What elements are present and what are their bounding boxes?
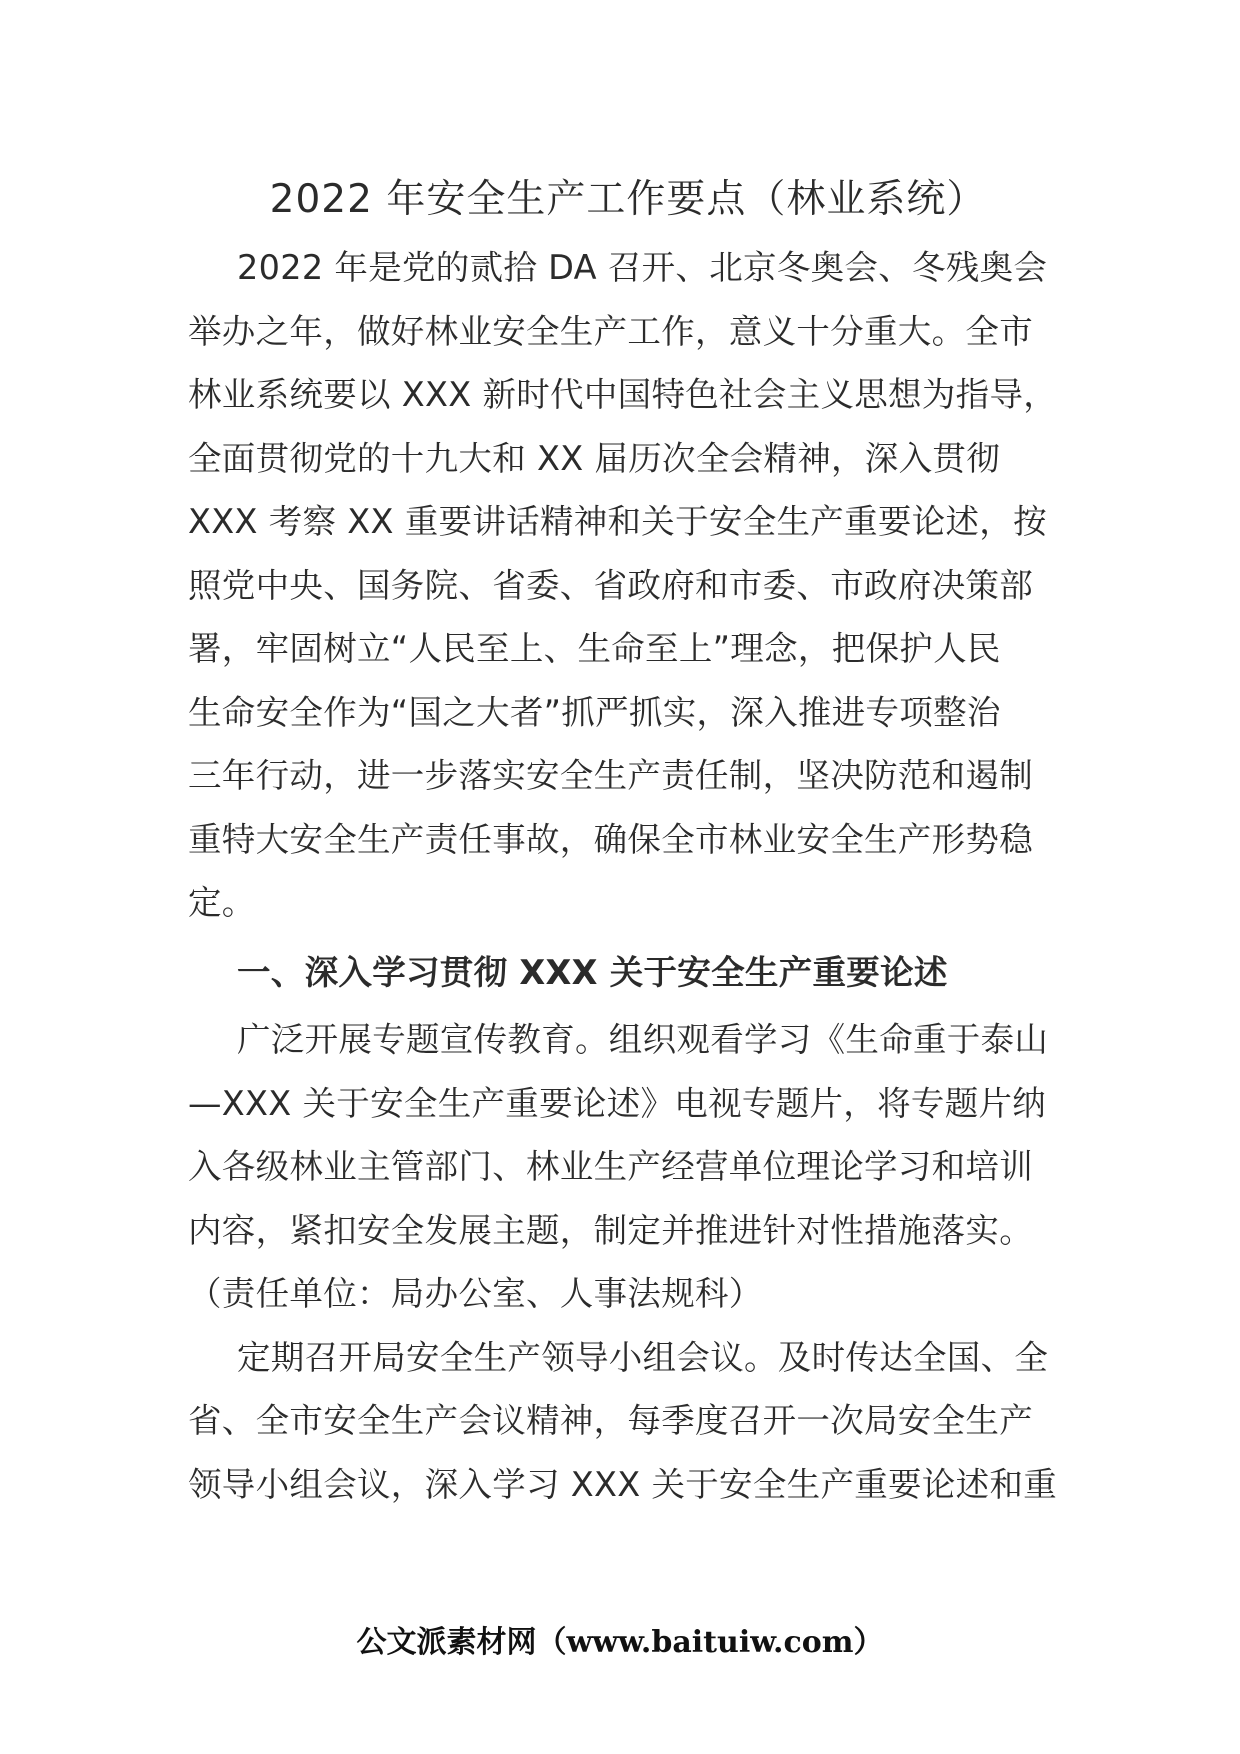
- intro-line: 2022 年是党的贰拾 DA 召开、北京冬奥会、冬残奥会: [237, 248, 1048, 287]
- intro-paragraph: [188, 236, 1056, 935]
- intro-line: XXX 考察 XX 重要讲话精神和关于安全生产重要论述，按: [188, 502, 1047, 541]
- paragraph-line: —XXX 关于安全生产重要论述》电视专题片，将专题片纳: [188, 1083, 1047, 1123]
- intro-line: 林业系统要以 XXX 新时代中国特色社会主义思想为指导，: [188, 375, 1058, 414]
- section-heading: 一、深入学习贯彻 XXX 关于安全生产重要论述: [237, 952, 948, 992]
- intro-line: 定。: [188, 883, 256, 922]
- intro-line: 署，牢固树立“人民至上、生命至上”理念，把保护人民: [188, 629, 1001, 668]
- footer-watermark-text: 公文派素材网（www.baituiw.com）: [356, 1625, 884, 1660]
- intro-line: 重特大安全生产责任事故，确保全市林业安全生产形势稳: [188, 819, 1033, 859]
- paragraph-line: 定期召开局安全生产领导小组会议。及时传达全国、全: [237, 1337, 1049, 1377]
- paragraph-line: 省、全市安全生产会议精神，每季度召开一次局安全生产: [188, 1401, 1033, 1440]
- paragraph-publicity-education: [188, 1008, 1056, 1326]
- document-body: [188, 236, 1056, 1516]
- paragraph-leadership-meetings: [188, 1326, 1056, 1517]
- intro-line: 全面贯彻党的十九大和 XX 届历次全会精神，深入贯彻: [188, 438, 1000, 478]
- intro-line: 举办之年，做好林业安全生产工作，意义十分重大。全市: [188, 311, 1033, 351]
- responsible-unit-line: （责任单位：局办公室、人事法规科）: [188, 1274, 763, 1313]
- paragraph-line: 广泛开展专题宣传教育。组织观看学习《生命重于泰山: [237, 1020, 1049, 1059]
- document-title: 2022 年安全生产工作要点（林业系统）: [269, 177, 987, 222]
- paragraph-line: 领导小组会议，深入学习 XXX 关于安全生产重要论述和重: [188, 1464, 1058, 1504]
- intro-line: 三年行动，进一步落实安全生产责任制，坚决防范和遏制: [188, 756, 1033, 795]
- intro-line: 生命安全作为“国之大者”抓严抓实，深入推进专项整治: [188, 692, 1001, 732]
- paragraph-line: 内容，紧扣安全发展主题，制定并推进针对性措施落实。: [188, 1210, 1033, 1250]
- paragraph-line: 入各级林业主管部门、林业生产经营单位理论学习和培训: [188, 1147, 1033, 1186]
- intro-line: 照党中央、国务院、省委、省政府和市委、市政府决策部: [188, 565, 1033, 605]
